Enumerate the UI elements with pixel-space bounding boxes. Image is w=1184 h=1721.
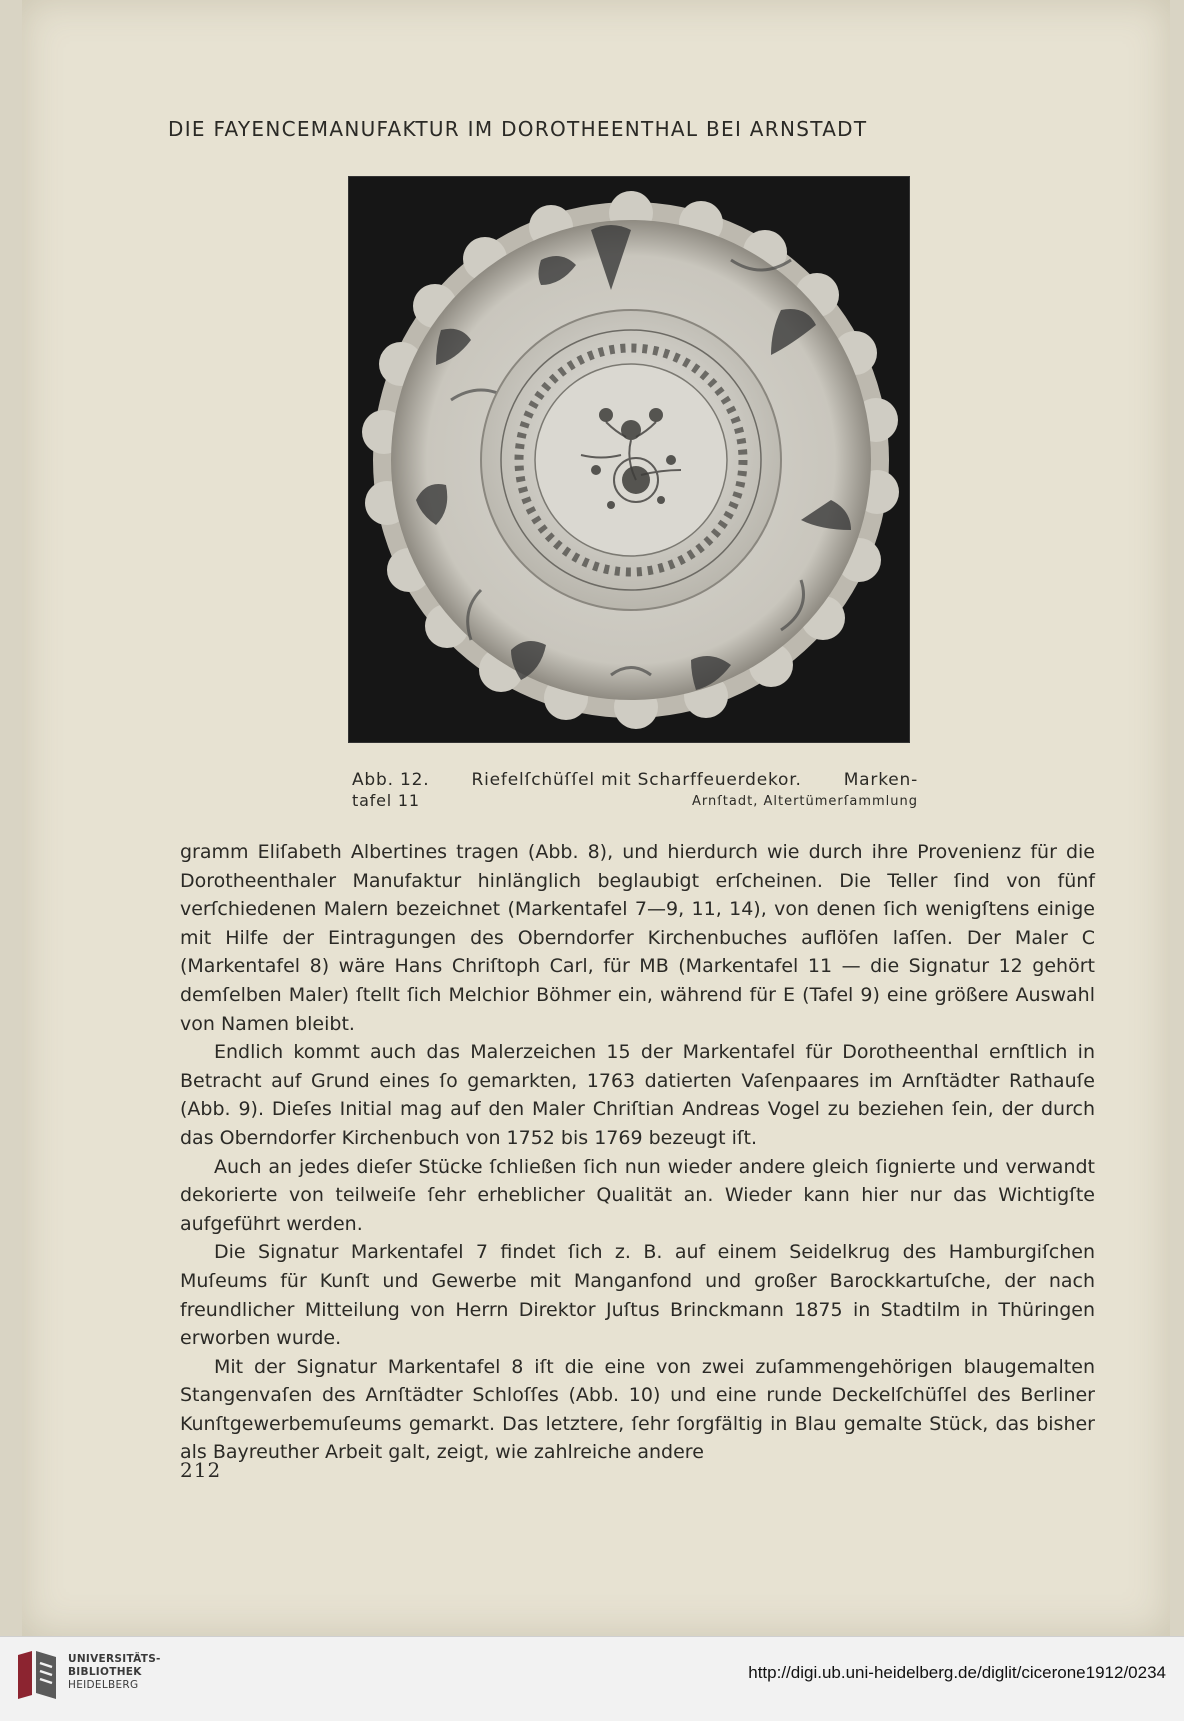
paragraph: Endlich kommt auch das Malerzeichen 15 der Markentafel für Dorotheenthal ernſtlich in Betracht auf Grund eines ſo gemarkten, 1763 datierten Vaſenpaares im Arnſtädter Rathauſe (Abb. 9). Dieſes Initial mag auf den Maler Chriſtian Andreas Vogel zu beziehen ſein, der durch das Oberndorfer Kirchenbuch von 1752 bis 1769 bezeugt iſt. <box>180 1041 1095 1149</box>
caption-credit: Arnſtadt, Altertümerſammlung <box>691 794 918 809</box>
university-library-logo-icon <box>14 1649 60 1701</box>
paragraph: Mit der Signatur Markentafel 8 iſt die eine von zwei zuſammengehörigen blaugemalten Stangenvaſen des Arnſtädter Schloſſes (Abb. 10) und eine runde Deckelſchüſſel des Berliner Kunſtgewerbemuſeums gemarkt. Das letztere, ſehr ſorgfältig in Blau gemalte Stück, das bisher als Bayreuther Arbeit galt, zeigt, wie zahlreiche andere <box>180 1355 1095 1464</box>
paragraph: Die Signatur Markentafel 7 findet ſich z. B. auf einem Seidelkrug des Hamburgiſchen Muſeums für Kunſt und Gewerbe mit Manganfond und großer Barockkartuſche, der nach freundlicher Mitteilung von Herrn Direktor Juſtus Brinckmann 1875 in Stadtilm in Thüringen erworben wurde. <box>180 1241 1095 1350</box>
library-line-3: HEIDELBERG <box>68 1679 139 1691</box>
caption-title: Riefelſchüſſel mit Scharffeuerdekor. <box>471 770 802 790</box>
library-line-2: BIBLIOTHEK <box>68 1666 142 1678</box>
faience-dish-image <box>349 177 909 742</box>
figure-caption <box>352 770 918 810</box>
library-name <box>68 1653 161 1692</box>
running-title: DIE FAYENCEMANUFAKTUR IM DOROTHEENTHAL BEI ARNSTADT <box>168 117 868 141</box>
permalink-url[interactable]: http://digi.ub.uni-heidelberg.de/diglit/cicerone1912/0234 <box>748 1663 1166 1682</box>
figure-photo <box>349 177 909 742</box>
caption-continuation: tafel 11 <box>352 791 420 810</box>
paragraph: gramm Eliſabeth Albertines tragen (Abb. 8), und hierdurch wie durch ihre Provenienz für die Dorotheenthaler Manufaktur hinlänglich beglaubigt erſcheinen. Die Teller ſind von fünf verſchiedenen Malern bezeichnet (Markentafel 7—9, 11, 14), von denen ſich wenigſtens einige mit Hilfe der Eintragungen des Oberndorfer Kirchenbuches auflöſen laſſen. Der Maler C (Markentafel 8) wäre Hans Chriſtoph Carl, für MB (Markentafel 11 — die Signatur 12 gehört demſelben Maler) ſtellt ſich Melchior Böhmer ein, während für E (Tafel 9) eine größere Auswahl von Namen bleibt. <box>180 841 1095 1035</box>
caption-tail: Marken- <box>843 770 918 790</box>
page-number: 212 <box>180 1458 222 1482</box>
viewer-footer <box>0 1636 1184 1721</box>
library-line-1: UNIVERSITÄTS- <box>68 1653 161 1665</box>
caption-label: Abb. 12. <box>352 770 430 790</box>
scanned-page <box>22 0 1170 1636</box>
paragraph: Auch an jedes dieſer Stücke ſchließen ſich nun wieder andere gleich ſignierte und verwandt dekorierte von teilweiſe ſehr erheblicher Qualität an. Wieder kann hier nur das Wichtigſte aufgeführt werden. <box>180 1155 1095 1235</box>
body-text <box>180 838 1095 1467</box>
